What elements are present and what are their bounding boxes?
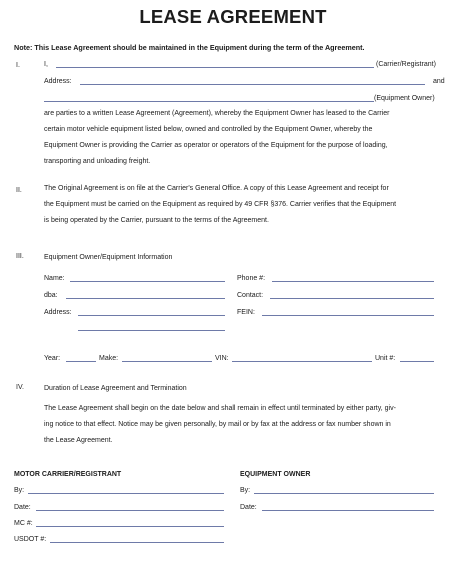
equipment-owner-label: (Equipment Owner) bbox=[374, 95, 435, 102]
section-2-line: the Equipment must be carried on the Equipment as required by 49 CFR §376. Carrier verifies that the Equipment bbox=[44, 201, 397, 208]
mc-label: MC #: bbox=[14, 520, 33, 527]
document-title: LEASE AGREEMENT bbox=[139, 6, 327, 27]
fein-field[interactable] bbox=[262, 315, 434, 316]
make-field[interactable] bbox=[122, 361, 212, 362]
phone-field[interactable] bbox=[272, 281, 434, 282]
owner-date-label: Date: bbox=[240, 504, 257, 511]
section-2-line: is being operated by the Carrier, pursuant to the terms of the Agreement. bbox=[44, 217, 269, 224]
section-1-line: are parties to a written Lease Agreement (Agreement), whereby the Equipment Owner has leased to the Carrier bbox=[44, 110, 390, 117]
owner-date-field[interactable] bbox=[262, 510, 434, 511]
address-label: Address: bbox=[44, 78, 72, 85]
carrier-name-field[interactable] bbox=[56, 67, 374, 68]
year-label: Year: bbox=[44, 355, 61, 362]
equipment-owner-field[interactable] bbox=[44, 101, 374, 102]
section-1-line: certain motor vehicle equipment listed below, owned and controlled by the Equipment Owner, whereby the bbox=[44, 126, 373, 133]
carrier-by-label: By: bbox=[14, 487, 25, 494]
dba-field[interactable] bbox=[66, 298, 225, 299]
note-text: Note: This Lease Agreement should be maintained in the Equipment during the term of the Agreement. bbox=[14, 43, 365, 52]
section-4-paragraph bbox=[44, 401, 396, 449]
and-label: and bbox=[433, 78, 445, 85]
section-2-paragraph bbox=[44, 181, 396, 229]
owner-address-field-line-2[interactable] bbox=[78, 330, 225, 331]
make-label: Make: bbox=[99, 355, 119, 362]
dba-label: dba: bbox=[44, 292, 58, 299]
section-4-line: The Lease Agreement shall begin on the date below and shall remain in effect until terminated by either party, giv- bbox=[44, 405, 396, 412]
unit-label: Unit #: bbox=[375, 355, 396, 362]
phone-label: Phone #: bbox=[237, 275, 266, 282]
motor-carrier-heading: MOTOR CARRIER/REGISTRANT bbox=[14, 471, 122, 478]
vin-field[interactable] bbox=[232, 361, 372, 362]
carrier-date-label: Date: bbox=[14, 504, 31, 511]
owner-name-field[interactable] bbox=[70, 281, 225, 282]
mc-field[interactable] bbox=[36, 526, 224, 527]
owner-address-label: Address: bbox=[44, 309, 72, 316]
section-2-line: The Original Agreement is on file at the Carrier's General Office. A copy of this Lease Agreement and receipt for bbox=[44, 185, 389, 192]
unit-field[interactable] bbox=[400, 361, 434, 362]
equipment-owner-heading: EQUIPMENT OWNER bbox=[240, 471, 311, 478]
section-4-number: IV. bbox=[16, 384, 24, 391]
section-3-heading: Equipment Owner/Equipment Information bbox=[44, 254, 173, 261]
section-4-line: ing notice to that effect. Notice may be given personally, by mail or by fax at the address or fax number shown in bbox=[44, 421, 391, 428]
fein-label: FEIN: bbox=[237, 309, 255, 316]
carrier-by-field[interactable] bbox=[28, 493, 224, 494]
section-1-number: I. bbox=[16, 62, 20, 69]
section-1-line: transporting and unloading freight. bbox=[44, 158, 151, 165]
contact-label: Contact: bbox=[237, 292, 264, 299]
section-1-paragraph bbox=[44, 106, 390, 170]
owner-name-label: Name: bbox=[44, 275, 65, 282]
owner-by-field[interactable] bbox=[254, 493, 434, 494]
owner-by-label: By: bbox=[240, 487, 251, 494]
usdot-field[interactable] bbox=[50, 542, 224, 543]
carrier-address-field[interactable] bbox=[80, 84, 425, 85]
usdot-label: USDOT #: bbox=[14, 536, 47, 543]
contact-field[interactable] bbox=[270, 298, 434, 299]
carrier-registrant-label: (Carrier/Registrant) bbox=[376, 61, 436, 68]
vin-label: VIN: bbox=[215, 355, 229, 362]
section-4-heading: Duration of Lease Agreement and Termination bbox=[44, 385, 187, 392]
i-label: I, bbox=[44, 61, 48, 68]
carrier-date-field[interactable] bbox=[36, 510, 224, 511]
section-2-number: II. bbox=[16, 187, 22, 194]
section-1-line: Equipment Owner is providing the Carrier as operator or operators of the Equipment for the purpose of loading, bbox=[44, 142, 388, 149]
section-3-number: III. bbox=[16, 253, 24, 260]
year-field[interactable] bbox=[66, 361, 96, 362]
owner-address-field[interactable] bbox=[78, 315, 225, 316]
section-4-line: the Lease Agreement. bbox=[44, 437, 113, 444]
